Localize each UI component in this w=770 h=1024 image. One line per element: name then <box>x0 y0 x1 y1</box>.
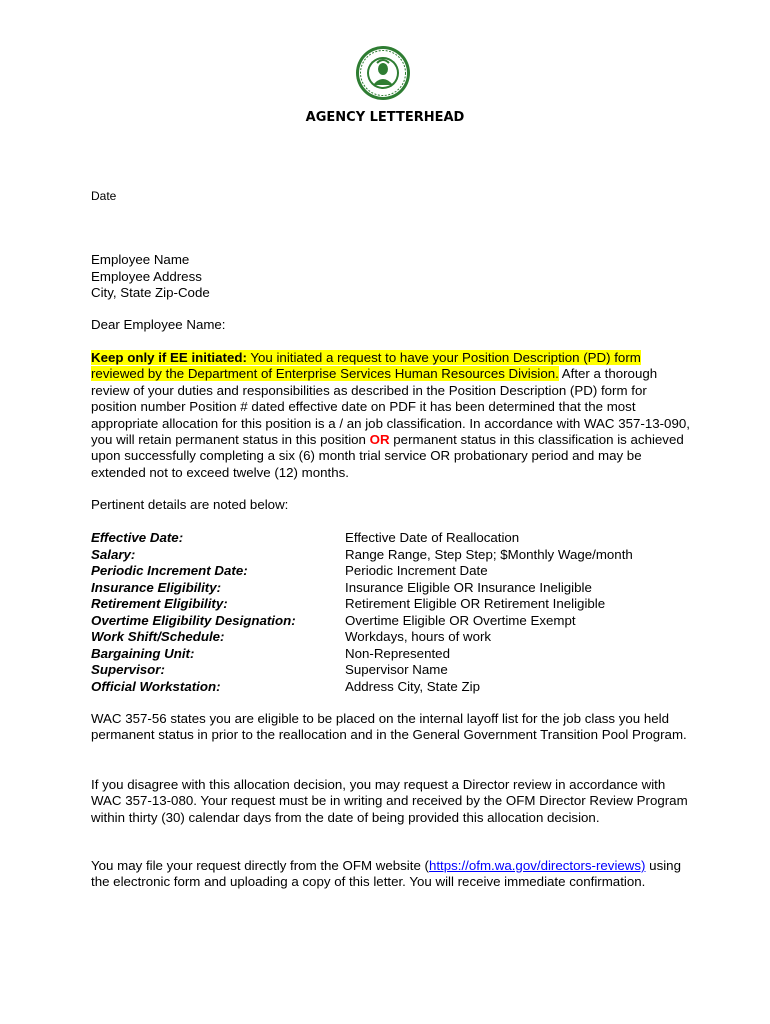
ofm-directors-reviews-link[interactable]: https://ofm.wa.gov/directors-reviews) <box>428 858 646 873</box>
detail-value: Insurance Eligible OR Insurance Ineligible <box>345 579 592 595</box>
detail-label: Supervisor: <box>91 662 165 677</box>
detail-value: Effective Date of Reallocation <box>345 530 520 545</box>
detail-label: Work Shift/Schedule: <box>91 629 225 644</box>
detail-value: Supervisor Name <box>345 662 448 677</box>
highlight-text: You initiated a request to have your Position Description (PD) form reviewed by the Department of Enterprise Services Human Resources Division. <box>91 350 641 382</box>
detail-row <box>91 563 633 580</box>
detail-row <box>91 596 633 613</box>
salutation: Dear Employee Name: <box>91 317 226 332</box>
details-list <box>91 530 633 695</box>
employee-name: Employee Name <box>91 252 190 267</box>
detail-row <box>91 547 633 564</box>
detail-label: Effective Date: <box>91 530 184 545</box>
recipient-address <box>91 252 210 302</box>
layoff-paragraph: WAC 357-56 states you are eligible to be placed on the internal layoff list for the job class you held permanent status in prior to the reallocation and in the General Government Transition Pool Program. <box>91 711 687 743</box>
director-review-paragraph: If you disagree with this allocation decision, you may request a Director review in accordance with WAC 357-13-080. Your request must be in writing and received by the OFM Director Review Program within thirty (30) calendar days from the date of being provided this allocation decision. <box>91 777 688 825</box>
paragraph-body-a: After a thorough review of your duties and responsibilities as described in the Position Description (PD) form for position number Position # dated effective date on PDF it has been determined that the most appropriate allocation for this position is a / an job classification. In accordance with WAC 357-13-090, you will retain permanent status in this position <box>91 366 690 448</box>
detail-row <box>91 662 633 679</box>
pertinent-intro: Pertinent details are noted below: <box>91 497 289 512</box>
paragraph-body-b: permanent status in this classification is achieved upon successfully completing a six (6) month trial service OR probationary period and may be extended not to exceed twelve (12) months. <box>91 432 684 480</box>
website-text-before: You may file your request directly from the OFM website ( <box>91 858 429 873</box>
detail-row <box>91 530 633 547</box>
detail-label: Bargaining Unit: <box>91 645 195 661</box>
detail-label: Overtime Eligibility Designation: <box>91 612 296 628</box>
detail-row <box>91 580 633 597</box>
detail-value: Overtime Eligible OR Overtime Exempt <box>345 612 576 628</box>
allocation-paragraph <box>91 350 691 481</box>
detail-label: Official Workstation: <box>91 678 221 694</box>
detail-value: Periodic Increment Date <box>345 563 488 578</box>
employee-address: Employee Address <box>91 268 202 284</box>
website-text-after: using the electronic form and uploading a copy of this letter. You will receive immediate confirmation. <box>91 858 681 890</box>
detail-row <box>91 646 633 663</box>
detail-label: Periodic Increment Date: <box>91 563 248 578</box>
detail-label: Retirement Eligibility: <box>91 596 228 611</box>
detail-value: Non-Represented <box>345 645 450 661</box>
detail-row <box>91 679 633 696</box>
detail-value: Range Range, Step Step; $Monthly Wage/month <box>345 546 633 562</box>
state-seal-logo <box>355 45 411 101</box>
detail-value: Address City, State Zip <box>345 678 480 694</box>
or-word: OR <box>369 432 390 448</box>
highlight-label: Keep only if EE initiated: <box>91 350 247 365</box>
detail-value: Retirement Eligible OR Retirement Ineligible <box>345 596 606 611</box>
city-state-zip: City, State Zip-Code <box>91 285 210 300</box>
agency-letterhead: AGENCY LETTERHEAD <box>305 110 465 125</box>
detail-row <box>91 613 633 630</box>
detail-value: Workdays, hours of work <box>345 629 492 644</box>
detail-row <box>91 629 633 646</box>
ofm-website-paragraph <box>91 858 691 891</box>
letter-date: Date <box>91 189 117 203</box>
detail-label: Insurance Eligibility: <box>91 579 222 595</box>
detail-label: Salary: <box>91 546 136 562</box>
